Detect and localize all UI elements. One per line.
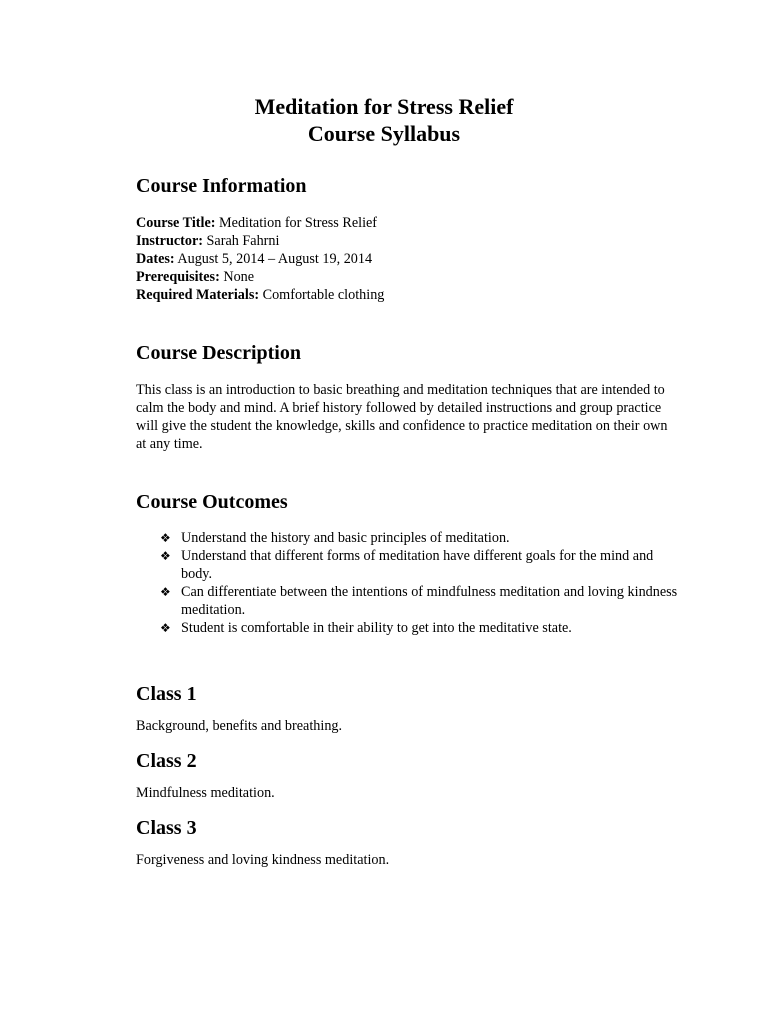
field-label: Required Materials: — [136, 287, 260, 303]
class-1-text: Background, benefits and breathing. — [136, 718, 343, 734]
field-value: Meditation for Stress Relief — [215, 215, 378, 231]
diamond-bullet-icon: ❖ — [160, 549, 171, 563]
field-label: Course Title: — [136, 215, 216, 231]
list-item — [160, 529, 680, 547]
field-label: Instructor: — [136, 233, 203, 249]
course-outcomes-list — [160, 529, 680, 637]
required-materials-field — [136, 286, 676, 304]
field-label: Dates: — [136, 251, 175, 267]
class-3-text: Forgiveness and loving kindness meditation. — [136, 852, 390, 868]
outcome-text: Student is comfortable in their ability to get into the meditative state. — [181, 620, 572, 636]
list-item — [160, 619, 680, 637]
course-title-field — [136, 214, 676, 232]
class-2-text: Mindfulness meditation. — [136, 785, 275, 801]
course-description-heading: Course Description — [136, 342, 301, 364]
field-value: None — [219, 269, 255, 285]
outcome-text: Understand the history and basic principles of meditation. — [181, 530, 510, 546]
field-label: Prerequisites: — [136, 269, 220, 285]
field-value: Sarah Fahrni — [202, 233, 280, 249]
class-2-heading: Class 2 — [136, 750, 197, 772]
course-outcomes-heading: Course Outcomes — [136, 491, 288, 513]
instructor-field — [136, 232, 676, 250]
field-value: August 5, 2014 – August 19, 2014 — [174, 251, 373, 267]
course-information-heading: Course Information — [136, 175, 307, 197]
class-3-heading: Class 3 — [136, 817, 197, 839]
document-title: Meditation for Stress Relief — [254, 94, 514, 119]
outcome-text: Understand that different forms of meditation have different goals for the mind and body. — [181, 548, 654, 582]
diamond-bullet-icon: ❖ — [160, 621, 171, 635]
dates-field — [136, 250, 676, 268]
document-subtitle: Course Syllabus — [307, 121, 461, 146]
field-value: Comfortable clothing — [259, 287, 385, 303]
prerequisites-field — [136, 268, 676, 286]
diamond-bullet-icon: ❖ — [160, 585, 171, 599]
course-information-fields — [136, 214, 676, 304]
list-item — [160, 547, 680, 583]
course-description-text: This class is an introduction to basic breathing and meditation techniques that are intended to calm the body and mind. A brief history followed by detailed instructions and group practice will give the student the knowledge, skills and confidence to practice meditation on their own at any time. — [136, 382, 668, 452]
list-item — [160, 583, 680, 619]
outcome-text: Can differentiate between the intentions of mindfulness meditation and loving kindness meditation. — [181, 584, 678, 618]
diamond-bullet-icon: ❖ — [160, 531, 171, 545]
class-1-heading: Class 1 — [136, 683, 197, 705]
